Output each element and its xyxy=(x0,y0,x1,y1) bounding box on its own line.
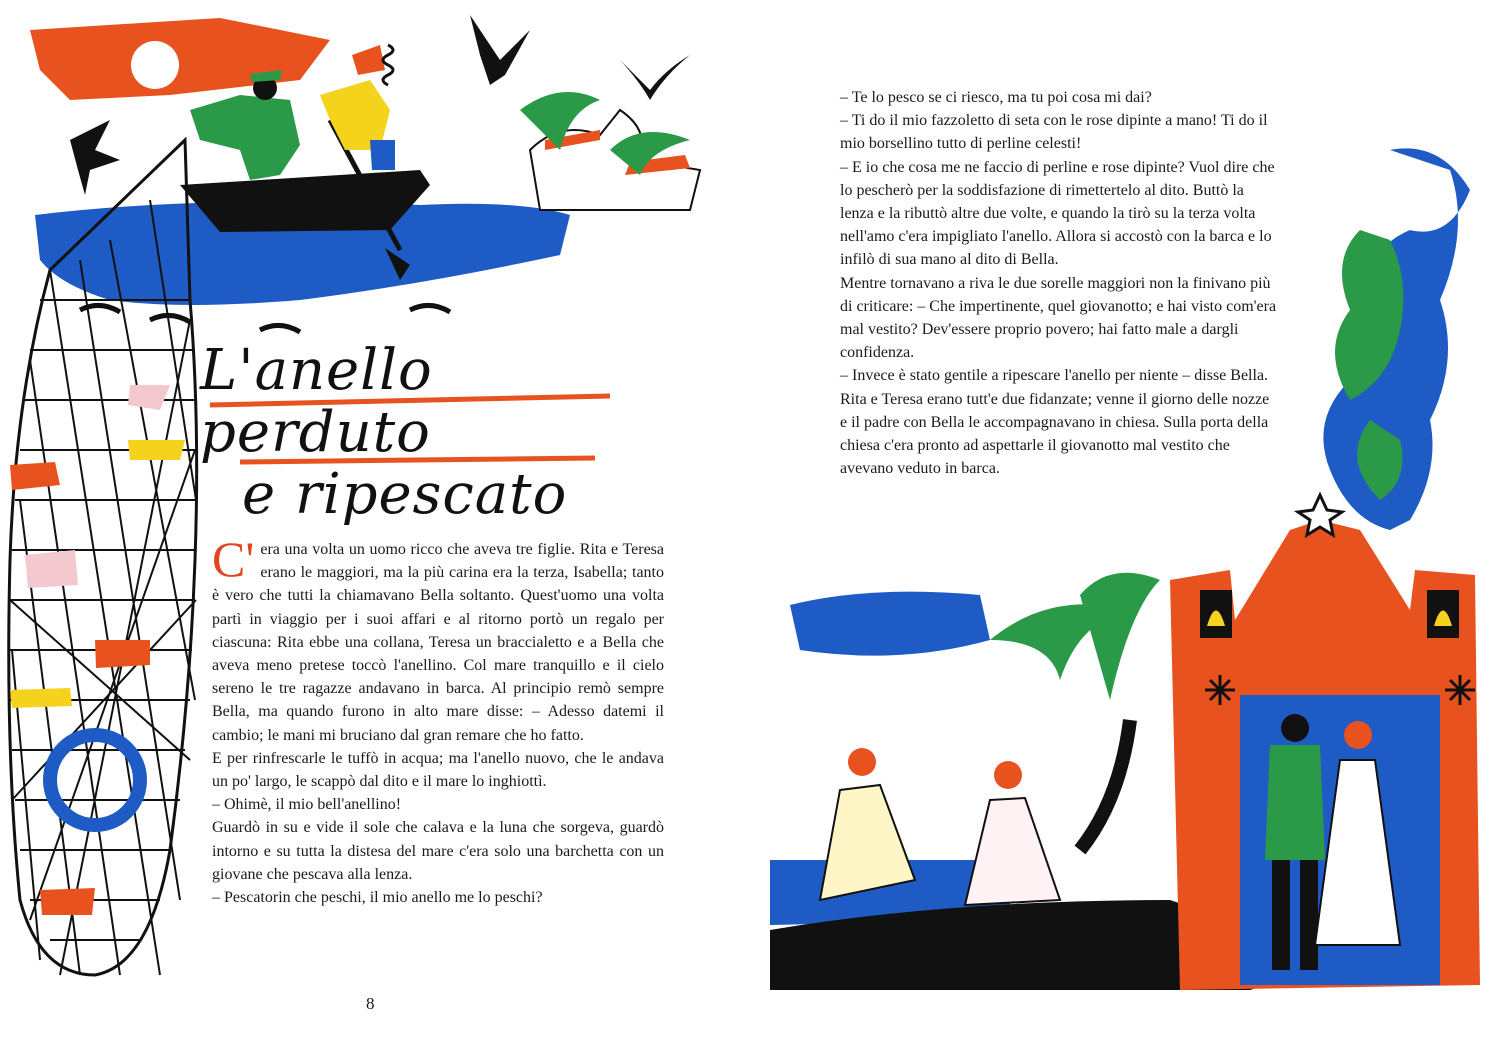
boat-icon xyxy=(180,170,430,232)
paragraph: Rita e Teresa erano tutt'e due fidanzate; venne il giorno delle nozze e il padre con Bella le accompagnavano in chiesa. Sulla porta della chiesa c'era pronto ad aspettarle il giovanotto mal vestito che avevano veduto in barca. xyxy=(840,390,1270,478)
paragraph: – E io che cosa me ne faccio di perline e rose dipinte? Vuol dire che lo pescherò per la soddisfazione di rimettertelo al dito. Buttò la lenza e la ributtò altre due volte, e quando la tirò su la terza volta nell'amo c'era impigliato l'anello. Allora si accostò con la barca e lo infilò di sua mano al dito di Bella. xyxy=(840,158,1275,269)
paragraph: – Ti do il mio fazzoletto di seta con le rose dipinte a mano! Ti do il mio borsellino tutto di perline celesti! xyxy=(840,112,1268,153)
paragraph: – Ohimè, il mio bell'anellino! xyxy=(212,796,402,814)
title-line-1: L'anello perduto xyxy=(200,338,433,465)
sister-figure xyxy=(965,798,1060,905)
bird-icon xyxy=(70,120,120,195)
ring-icon xyxy=(50,735,140,825)
bird-icon xyxy=(470,15,530,85)
paragraph: E per rinfrescarle le tuffò in acqua; ma l'anello nuovo, che le andava un po' largo, le scappò dal dito e il mare lo inghiottì. xyxy=(212,749,664,791)
blue-brushstroke xyxy=(790,592,990,656)
story-title xyxy=(200,340,620,526)
paragraph-text: era una volta un uomo ricco che aveva tre figlie. Rita e Teresa erano le maggiori, ma la più carina era la terza, Isabella; tanto è vero che tutti la chiamavano Bella soltanto. Quest'uomo una volta partì in viaggio per i suoi affari e al ritorno portò un regalo per ciascuna: Rita ebbe una collana, Teresa un braccialetto e a Bella che aveva meno pretese toccò l'anellino. Col mare tranquillo e il cielo sereno le tre ragazze andavano in barca. Al principio remò sempre Bella, ma quando furono in alto mare disse: – Adesso datemi il cambio; le mani mi bruciano dal gran remare che ho fatto. xyxy=(212,541,664,744)
left-page-text xyxy=(212,531,664,909)
bird-icon xyxy=(620,55,690,100)
paragraph: – Te lo pesco se ci riesco, ma tu poi cosa mi dai? xyxy=(840,89,1152,106)
groom-figure xyxy=(1265,745,1325,860)
title-line-2: e ripescato xyxy=(242,462,568,527)
fisherman-figure xyxy=(190,95,300,180)
page-number: 8 xyxy=(366,994,375,1013)
sun-icon xyxy=(131,41,179,89)
paragraph: Mentre tornavano a riva le due sorelle maggiori non la finivano più di criticare: – Che impertinente, quel giovanotto; e hai visto com'era mal vestito? Dev'essere proprio povero; hai fatto male a dargli confidenza. xyxy=(840,274,1277,362)
paragraph xyxy=(212,531,664,747)
right-page-text xyxy=(840,86,1280,480)
paragraph: Guardò in su e vide il sole che calava e la luna che sorgeva, guardò intorno e su tutta la distesa del mare c'era solo una barchetta con un giovane che pescava alla lenza. xyxy=(212,819,664,883)
orange-sky-brushstroke xyxy=(30,18,330,100)
sister-figure xyxy=(820,785,915,900)
drop-cap: C' xyxy=(212,531,255,587)
paragraph: – Pescatorin che peschi, il mio anello me lo peschi? xyxy=(212,889,543,907)
paragraph: – Invece è stato gentile a ripescare l'anello per niente – disse Bella. xyxy=(840,367,1269,385)
right-page xyxy=(750,0,1500,1059)
